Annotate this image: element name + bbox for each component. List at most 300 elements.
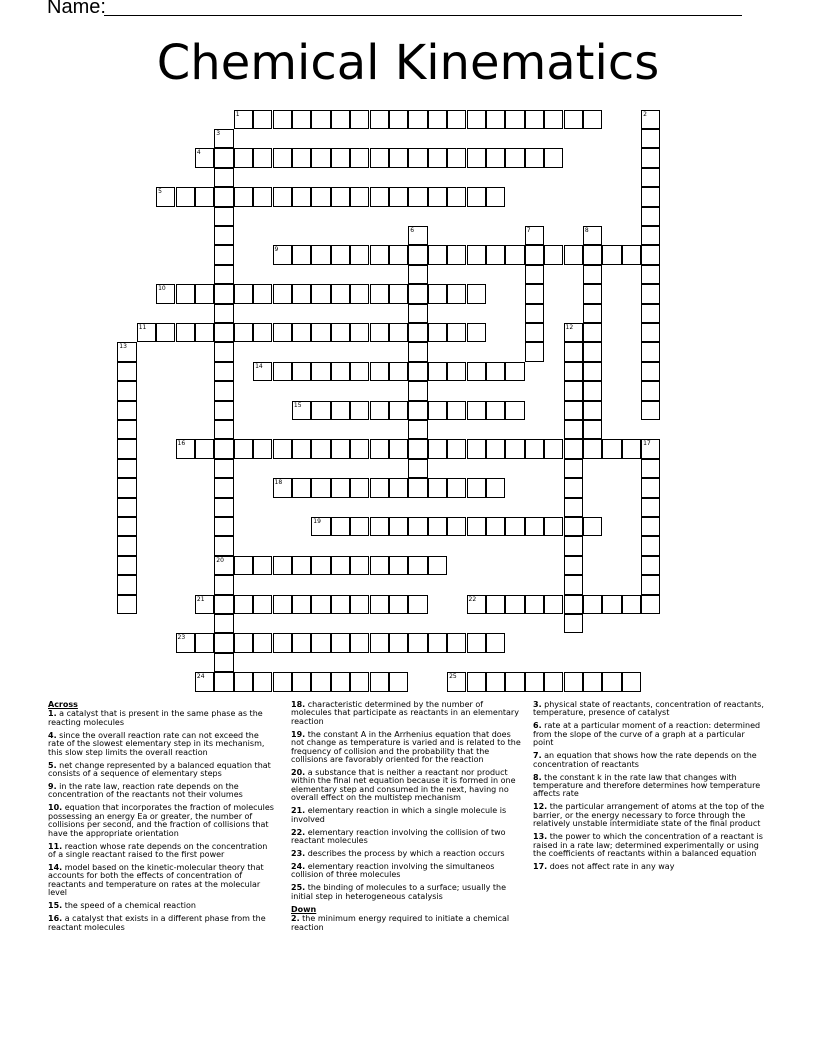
grid-cell[interactable] — [195, 323, 214, 342]
grid-cell[interactable] — [447, 633, 466, 652]
grid-cell[interactable] — [195, 633, 214, 652]
grid-cell[interactable] — [331, 245, 350, 264]
grid-cell[interactable] — [467, 284, 486, 303]
grid-cell[interactable] — [564, 595, 583, 614]
grid-cell[interactable] — [253, 439, 272, 458]
grid-cell[interactable] — [389, 284, 408, 303]
grid-cell[interactable] — [505, 439, 524, 458]
grid-cell[interactable] — [408, 187, 427, 206]
grid-cell[interactable] — [583, 672, 602, 691]
grid-cell[interactable] — [525, 284, 544, 303]
grid-cell[interactable] — [467, 672, 486, 691]
grid-cell[interactable] — [389, 478, 408, 497]
grid-cell[interactable] — [641, 381, 660, 400]
grid-cell[interactable] — [564, 614, 583, 633]
grid-cell[interactable] — [370, 478, 389, 497]
grid-cell[interactable] — [214, 653, 233, 672]
grid-cell[interactable] — [544, 110, 563, 129]
grid-cell[interactable] — [117, 595, 136, 614]
grid-cell[interactable] — [214, 498, 233, 517]
grid-cell[interactable] — [117, 420, 136, 439]
grid-cell[interactable] — [641, 245, 660, 264]
grid-cell[interactable] — [292, 110, 311, 129]
grid-cell[interactable] — [641, 207, 660, 226]
grid-cell[interactable] — [389, 595, 408, 614]
grid-cell[interactable] — [214, 439, 233, 458]
grid-cell[interactable] — [331, 478, 350, 497]
grid-cell[interactable] — [350, 245, 369, 264]
grid-cell[interactable] — [428, 556, 447, 575]
grid-cell[interactable] — [370, 672, 389, 691]
grid-cell[interactable] — [253, 556, 272, 575]
grid-cell[interactable] — [156, 284, 175, 303]
grid-cell[interactable] — [350, 517, 369, 536]
grid-cell[interactable] — [583, 284, 602, 303]
grid-cell[interactable] — [214, 517, 233, 536]
grid-cell[interactable] — [350, 633, 369, 652]
grid-cell[interactable] — [408, 148, 427, 167]
grid-cell[interactable] — [370, 323, 389, 342]
grid-cell[interactable] — [389, 517, 408, 536]
grid-cell[interactable] — [292, 245, 311, 264]
grid-cell[interactable] — [117, 536, 136, 555]
grid-cell[interactable] — [214, 401, 233, 420]
grid-cell[interactable] — [564, 459, 583, 478]
grid-cell[interactable] — [117, 381, 136, 400]
grid-cell[interactable] — [292, 401, 311, 420]
grid-cell[interactable] — [447, 148, 466, 167]
grid-cell[interactable] — [311, 284, 330, 303]
grid-cell[interactable] — [292, 284, 311, 303]
grid-cell[interactable] — [544, 245, 563, 264]
grid-cell[interactable] — [428, 148, 447, 167]
grid-cell[interactable] — [350, 478, 369, 497]
grid-cell[interactable] — [564, 110, 583, 129]
grid-cell[interactable] — [234, 110, 253, 129]
grid-cell[interactable] — [214, 575, 233, 594]
grid-cell[interactable] — [544, 672, 563, 691]
grid-cell[interactable] — [234, 187, 253, 206]
grid-cell[interactable] — [505, 245, 524, 264]
grid-cell[interactable] — [389, 633, 408, 652]
grid-cell[interactable] — [408, 420, 427, 439]
grid-cell[interactable] — [234, 633, 253, 652]
grid-cell[interactable] — [214, 148, 233, 167]
grid-cell[interactable] — [292, 187, 311, 206]
grid-cell[interactable] — [311, 478, 330, 497]
grid-cell[interactable] — [544, 517, 563, 536]
grid-cell[interactable] — [505, 401, 524, 420]
grid-cell[interactable] — [253, 323, 272, 342]
grid-cell[interactable] — [273, 284, 292, 303]
grid-cell[interactable] — [408, 633, 427, 652]
grid-cell[interactable] — [525, 110, 544, 129]
grid-cell[interactable] — [370, 245, 389, 264]
grid-cell[interactable] — [428, 110, 447, 129]
grid-cell[interactable] — [428, 401, 447, 420]
grid-cell[interactable] — [311, 362, 330, 381]
grid-cell[interactable] — [389, 245, 408, 264]
grid-cell[interactable] — [273, 323, 292, 342]
grid-cell[interactable] — [641, 284, 660, 303]
grid-cell[interactable] — [234, 323, 253, 342]
grid-cell[interactable] — [292, 595, 311, 614]
grid-cell[interactable] — [311, 401, 330, 420]
grid-cell[interactable] — [583, 401, 602, 420]
grid-cell[interactable] — [467, 362, 486, 381]
grid-cell[interactable] — [467, 517, 486, 536]
grid-cell[interactable] — [583, 265, 602, 284]
grid-cell[interactable] — [117, 517, 136, 536]
grid-cell[interactable] — [311, 187, 330, 206]
grid-cell[interactable] — [311, 148, 330, 167]
grid-cell[interactable] — [408, 401, 427, 420]
grid-cell[interactable] — [370, 556, 389, 575]
grid-cell[interactable] — [428, 439, 447, 458]
grid-cell[interactable] — [331, 284, 350, 303]
grid-cell[interactable] — [447, 362, 466, 381]
grid-cell[interactable] — [641, 342, 660, 361]
grid-cell[interactable] — [370, 110, 389, 129]
grid-cell[interactable] — [156, 187, 175, 206]
grid-cell[interactable] — [564, 381, 583, 400]
grid-cell[interactable] — [253, 672, 272, 691]
grid-cell[interactable] — [564, 362, 583, 381]
grid-cell[interactable] — [331, 187, 350, 206]
grid-cell[interactable] — [641, 323, 660, 342]
grid-cell[interactable] — [292, 672, 311, 691]
grid-cell[interactable] — [641, 575, 660, 594]
grid-cell[interactable] — [253, 187, 272, 206]
grid-cell[interactable] — [447, 478, 466, 497]
grid-cell[interactable] — [486, 672, 505, 691]
grid-cell[interactable] — [214, 595, 233, 614]
grid-cell[interactable] — [486, 517, 505, 536]
grid-cell[interactable] — [525, 148, 544, 167]
grid-cell[interactable] — [408, 381, 427, 400]
grid-cell[interactable] — [331, 517, 350, 536]
grid-cell[interactable] — [214, 478, 233, 497]
grid-cell[interactable] — [350, 401, 369, 420]
grid-cell[interactable] — [622, 672, 641, 691]
grid-cell[interactable] — [214, 304, 233, 323]
grid-cell[interactable] — [486, 478, 505, 497]
grid-cell[interactable] — [447, 245, 466, 264]
grid-cell[interactable] — [195, 148, 214, 167]
grid-cell[interactable] — [214, 129, 233, 148]
grid-cell[interactable] — [641, 556, 660, 575]
grid-cell[interactable] — [389, 187, 408, 206]
grid-cell[interactable] — [331, 401, 350, 420]
grid-cell[interactable] — [273, 556, 292, 575]
grid-cell[interactable] — [447, 401, 466, 420]
grid-cell[interactable] — [641, 110, 660, 129]
grid-cell[interactable] — [214, 226, 233, 245]
grid-cell[interactable] — [622, 439, 641, 458]
grid-cell[interactable] — [583, 420, 602, 439]
grid-cell[interactable] — [583, 342, 602, 361]
grid-cell[interactable] — [428, 187, 447, 206]
grid-cell[interactable] — [486, 148, 505, 167]
grid-cell[interactable] — [117, 575, 136, 594]
grid-cell[interactable] — [214, 187, 233, 206]
grid-cell[interactable] — [641, 498, 660, 517]
grid-cell[interactable] — [195, 439, 214, 458]
grid-cell[interactable] — [214, 342, 233, 361]
grid-cell[interactable] — [641, 304, 660, 323]
grid-cell[interactable] — [389, 439, 408, 458]
grid-cell[interactable] — [350, 187, 369, 206]
grid-cell[interactable] — [428, 362, 447, 381]
grid-cell[interactable] — [447, 517, 466, 536]
grid-cell[interactable] — [331, 439, 350, 458]
grid-cell[interactable] — [467, 439, 486, 458]
grid-cell[interactable] — [311, 245, 330, 264]
grid-cell[interactable] — [234, 439, 253, 458]
grid-cell[interactable] — [117, 478, 136, 497]
grid-cell[interactable] — [564, 672, 583, 691]
grid-cell[interactable] — [408, 439, 427, 458]
grid-cell[interactable] — [486, 401, 505, 420]
grid-cell[interactable] — [117, 342, 136, 361]
grid-cell[interactable] — [253, 110, 272, 129]
grid-cell[interactable] — [486, 439, 505, 458]
grid-cell[interactable] — [641, 595, 660, 614]
grid-cell[interactable] — [583, 517, 602, 536]
grid-cell[interactable] — [331, 148, 350, 167]
grid-cell[interactable] — [467, 245, 486, 264]
grid-cell[interactable] — [641, 129, 660, 148]
grid-cell[interactable] — [467, 187, 486, 206]
grid-cell[interactable] — [214, 245, 233, 264]
grid-cell[interactable] — [564, 498, 583, 517]
grid-cell[interactable] — [389, 148, 408, 167]
grid-cell[interactable] — [564, 323, 583, 342]
grid-cell[interactable] — [408, 284, 427, 303]
grid-cell[interactable] — [273, 362, 292, 381]
grid-cell[interactable] — [583, 110, 602, 129]
grid-cell[interactable] — [564, 342, 583, 361]
grid-cell[interactable] — [447, 187, 466, 206]
grid-cell[interactable] — [583, 304, 602, 323]
grid-cell[interactable] — [467, 110, 486, 129]
grid-cell[interactable] — [234, 672, 253, 691]
grid-cell[interactable] — [292, 633, 311, 652]
grid-cell[interactable] — [505, 148, 524, 167]
grid-cell[interactable] — [408, 595, 427, 614]
grid-cell[interactable] — [641, 401, 660, 420]
grid-cell[interactable] — [350, 556, 369, 575]
grid-cell[interactable] — [214, 536, 233, 555]
grid-cell[interactable] — [195, 672, 214, 691]
grid-cell[interactable] — [389, 110, 408, 129]
grid-cell[interactable] — [505, 672, 524, 691]
grid-cell[interactable] — [117, 459, 136, 478]
grid-cell[interactable] — [292, 556, 311, 575]
grid-cell[interactable] — [350, 362, 369, 381]
grid-cell[interactable] — [641, 459, 660, 478]
grid-cell[interactable] — [234, 556, 253, 575]
grid-cell[interactable] — [525, 595, 544, 614]
grid-cell[interactable] — [641, 187, 660, 206]
grid-cell[interactable] — [331, 633, 350, 652]
grid-cell[interactable] — [641, 226, 660, 245]
grid-cell[interactable] — [311, 672, 330, 691]
grid-cell[interactable] — [602, 672, 621, 691]
grid-cell[interactable] — [253, 148, 272, 167]
grid-cell[interactable] — [370, 595, 389, 614]
grid-cell[interactable] — [486, 110, 505, 129]
grid-cell[interactable] — [214, 168, 233, 187]
grid-cell[interactable] — [350, 672, 369, 691]
grid-cell[interactable] — [428, 478, 447, 497]
grid-cell[interactable] — [622, 595, 641, 614]
grid-cell[interactable] — [389, 556, 408, 575]
grid-cell[interactable] — [428, 633, 447, 652]
grid-cell[interactable] — [273, 672, 292, 691]
grid-cell[interactable] — [428, 245, 447, 264]
grid-cell[interactable] — [292, 478, 311, 497]
grid-cell[interactable] — [408, 362, 427, 381]
grid-cell[interactable] — [583, 226, 602, 245]
grid-cell[interactable] — [117, 439, 136, 458]
grid-cell[interactable] — [350, 284, 369, 303]
grid-cell[interactable] — [176, 284, 195, 303]
grid-cell[interactable] — [564, 420, 583, 439]
grid-cell[interactable] — [641, 439, 660, 458]
grid-cell[interactable] — [350, 595, 369, 614]
grid-cell[interactable] — [273, 439, 292, 458]
grid-cell[interactable] — [389, 401, 408, 420]
grid-cell[interactable] — [467, 323, 486, 342]
grid-cell[interactable] — [214, 633, 233, 652]
grid-cell[interactable] — [564, 439, 583, 458]
grid-cell[interactable] — [117, 498, 136, 517]
grid-cell[interactable] — [467, 595, 486, 614]
grid-cell[interactable] — [292, 362, 311, 381]
grid-cell[interactable] — [214, 381, 233, 400]
grid-cell[interactable] — [564, 478, 583, 497]
grid-cell[interactable] — [602, 439, 621, 458]
grid-cell[interactable] — [583, 362, 602, 381]
grid-cell[interactable] — [214, 459, 233, 478]
grid-cell[interactable] — [370, 401, 389, 420]
grid-cell[interactable] — [467, 401, 486, 420]
grid-cell[interactable] — [370, 187, 389, 206]
grid-cell[interactable] — [331, 672, 350, 691]
grid-cell[interactable] — [311, 439, 330, 458]
grid-cell[interactable] — [447, 672, 466, 691]
grid-cell[interactable] — [447, 284, 466, 303]
grid-cell[interactable] — [311, 556, 330, 575]
grid-cell[interactable] — [214, 265, 233, 284]
grid-cell[interactable] — [447, 439, 466, 458]
grid-cell[interactable] — [311, 595, 330, 614]
grid-cell[interactable] — [525, 304, 544, 323]
grid-cell[interactable] — [214, 672, 233, 691]
grid-cell[interactable] — [408, 245, 427, 264]
grid-cell[interactable] — [544, 439, 563, 458]
grid-cell[interactable] — [447, 323, 466, 342]
grid-cell[interactable] — [331, 110, 350, 129]
grid-cell[interactable] — [486, 362, 505, 381]
grid-cell[interactable] — [525, 342, 544, 361]
grid-cell[interactable] — [564, 517, 583, 536]
grid-cell[interactable] — [641, 362, 660, 381]
grid-cell[interactable] — [602, 245, 621, 264]
grid-cell[interactable] — [583, 595, 602, 614]
grid-cell[interactable] — [214, 420, 233, 439]
grid-cell[interactable] — [117, 401, 136, 420]
grid-cell[interactable] — [311, 517, 330, 536]
grid-cell[interactable] — [641, 517, 660, 536]
grid-cell[interactable] — [350, 323, 369, 342]
grid-cell[interactable] — [331, 323, 350, 342]
grid-cell[interactable] — [467, 633, 486, 652]
grid-cell[interactable] — [408, 556, 427, 575]
grid-cell[interactable] — [370, 148, 389, 167]
grid-cell[interactable] — [641, 265, 660, 284]
grid-cell[interactable] — [447, 110, 466, 129]
grid-cell[interactable] — [117, 556, 136, 575]
grid-cell[interactable] — [350, 439, 369, 458]
grid-cell[interactable] — [583, 439, 602, 458]
grid-cell[interactable] — [408, 478, 427, 497]
grid-cell[interactable] — [525, 265, 544, 284]
grid-cell[interactable] — [176, 633, 195, 652]
grid-cell[interactable] — [311, 323, 330, 342]
grid-cell[interactable] — [544, 595, 563, 614]
grid-cell[interactable] — [408, 265, 427, 284]
grid-cell[interactable] — [214, 614, 233, 633]
grid-cell[interactable] — [564, 575, 583, 594]
grid-cell[interactable] — [525, 226, 544, 245]
grid-cell[interactable] — [505, 595, 524, 614]
grid-cell[interactable] — [564, 401, 583, 420]
grid-cell[interactable] — [525, 672, 544, 691]
grid-cell[interactable] — [195, 284, 214, 303]
grid-cell[interactable] — [486, 633, 505, 652]
grid-cell[interactable] — [370, 633, 389, 652]
grid-cell[interactable] — [214, 362, 233, 381]
grid-cell[interactable] — [564, 245, 583, 264]
grid-cell[interactable] — [156, 323, 175, 342]
grid-cell[interactable] — [137, 323, 156, 342]
grid-cell[interactable] — [389, 362, 408, 381]
grid-cell[interactable] — [370, 362, 389, 381]
grid-cell[interactable] — [389, 323, 408, 342]
grid-cell[interactable] — [428, 517, 447, 536]
grid-cell[interactable] — [583, 381, 602, 400]
grid-cell[interactable] — [408, 517, 427, 536]
grid-cell[interactable] — [176, 439, 195, 458]
grid-cell[interactable] — [428, 284, 447, 303]
grid-cell[interactable] — [467, 148, 486, 167]
grid-cell[interactable] — [331, 595, 350, 614]
grid-cell[interactable] — [564, 536, 583, 555]
grid-cell[interactable] — [273, 148, 292, 167]
grid-cell[interactable] — [467, 478, 486, 497]
grid-cell[interactable] — [505, 362, 524, 381]
grid-cell[interactable] — [486, 245, 505, 264]
grid-cell[interactable] — [311, 110, 330, 129]
grid-cell[interactable] — [641, 148, 660, 167]
grid-cell[interactable] — [428, 323, 447, 342]
grid-cell[interactable] — [370, 517, 389, 536]
grid-cell[interactable] — [117, 362, 136, 381]
grid-cell[interactable] — [486, 595, 505, 614]
grid-cell[interactable] — [408, 459, 427, 478]
